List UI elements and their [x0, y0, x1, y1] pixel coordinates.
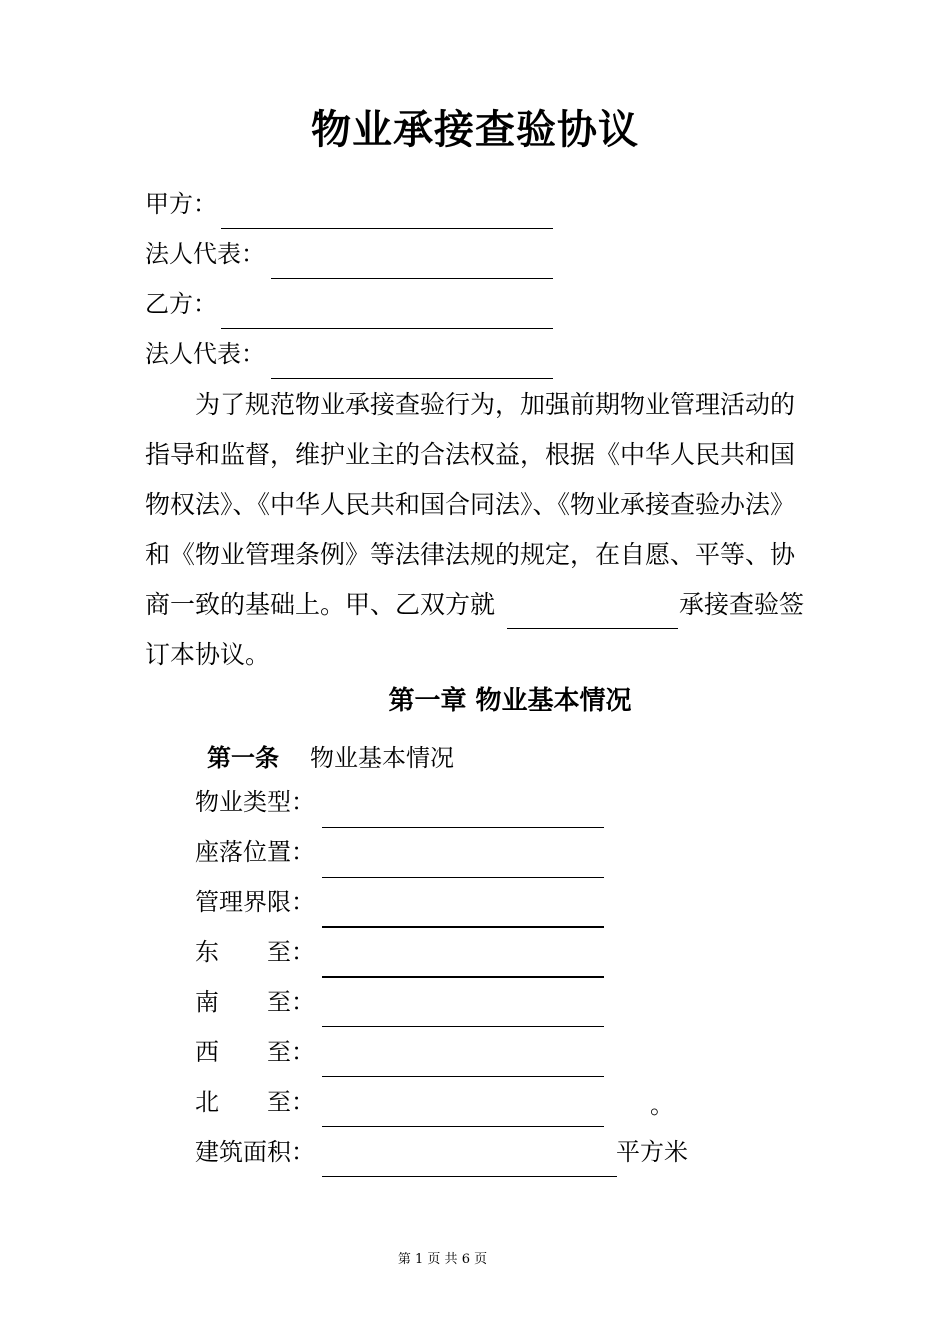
party-b-rep-blank	[271, 378, 553, 379]
property-type-label: 物业类型：	[195, 788, 315, 816]
location-label: 座落位置：	[195, 838, 315, 866]
north-blank	[322, 1126, 604, 1127]
south-label: 南 至：	[195, 988, 315, 1016]
west-label: 西 至：	[195, 1038, 315, 1066]
party-a-rep-blank	[271, 278, 553, 279]
party-a-rep-label: 法人代表：	[145, 240, 265, 268]
party-b-label: 乙方：	[145, 290, 217, 318]
article-number: 第一条	[207, 744, 279, 772]
area-unit: 平方米	[616, 1138, 688, 1166]
preamble-line-4: 和《物业管理条例》等法律法规的规定，在自愿、平等、协	[145, 540, 796, 569]
preamble-line-1: 为了规范物业承接查验行为，加强前期物业管理活动的	[195, 390, 796, 419]
property-name-blank	[507, 628, 678, 629]
preamble-line-5-start: 商一致的基础上。甲、乙双方就	[145, 590, 496, 619]
north-period: 。	[650, 1091, 674, 1119]
preamble-line-2: 指导和监督，维护业主的合法权益，根据《中华人民共和国	[145, 440, 796, 469]
preamble-line-3: 物权法》、《中华人民共和国合同法》、《物业承接查验办法》	[145, 490, 796, 519]
article-title: 物业基本情况	[310, 744, 454, 772]
west-blank	[322, 1076, 604, 1077]
east-blank	[322, 976, 604, 978]
party-b-rep-label: 法人代表：	[145, 340, 265, 368]
south-blank	[322, 1026, 604, 1027]
boundary-blank	[322, 926, 604, 928]
preamble-line-6: 订本协议。	[145, 640, 271, 669]
property-type-blank	[322, 827, 604, 828]
document-title: 物业承接查验协议	[311, 107, 639, 153]
location-blank	[322, 877, 604, 878]
party-b-blank	[221, 328, 553, 329]
preamble-line-5-end: 承接查验签	[679, 590, 805, 619]
north-label: 北 至：	[195, 1088, 315, 1116]
party-a-blank	[221, 228, 553, 229]
area-blank	[322, 1176, 617, 1177]
east-label: 东 至：	[195, 938, 315, 966]
boundary-label: 管理界限：	[195, 888, 315, 916]
page-footer: 第 1 页 共 6 页	[397, 1252, 488, 1267]
chapter-heading: 第一章 物业基本情况	[388, 686, 632, 716]
party-a-label: 甲方：	[145, 190, 217, 218]
area-label: 建筑面积：	[195, 1138, 315, 1166]
